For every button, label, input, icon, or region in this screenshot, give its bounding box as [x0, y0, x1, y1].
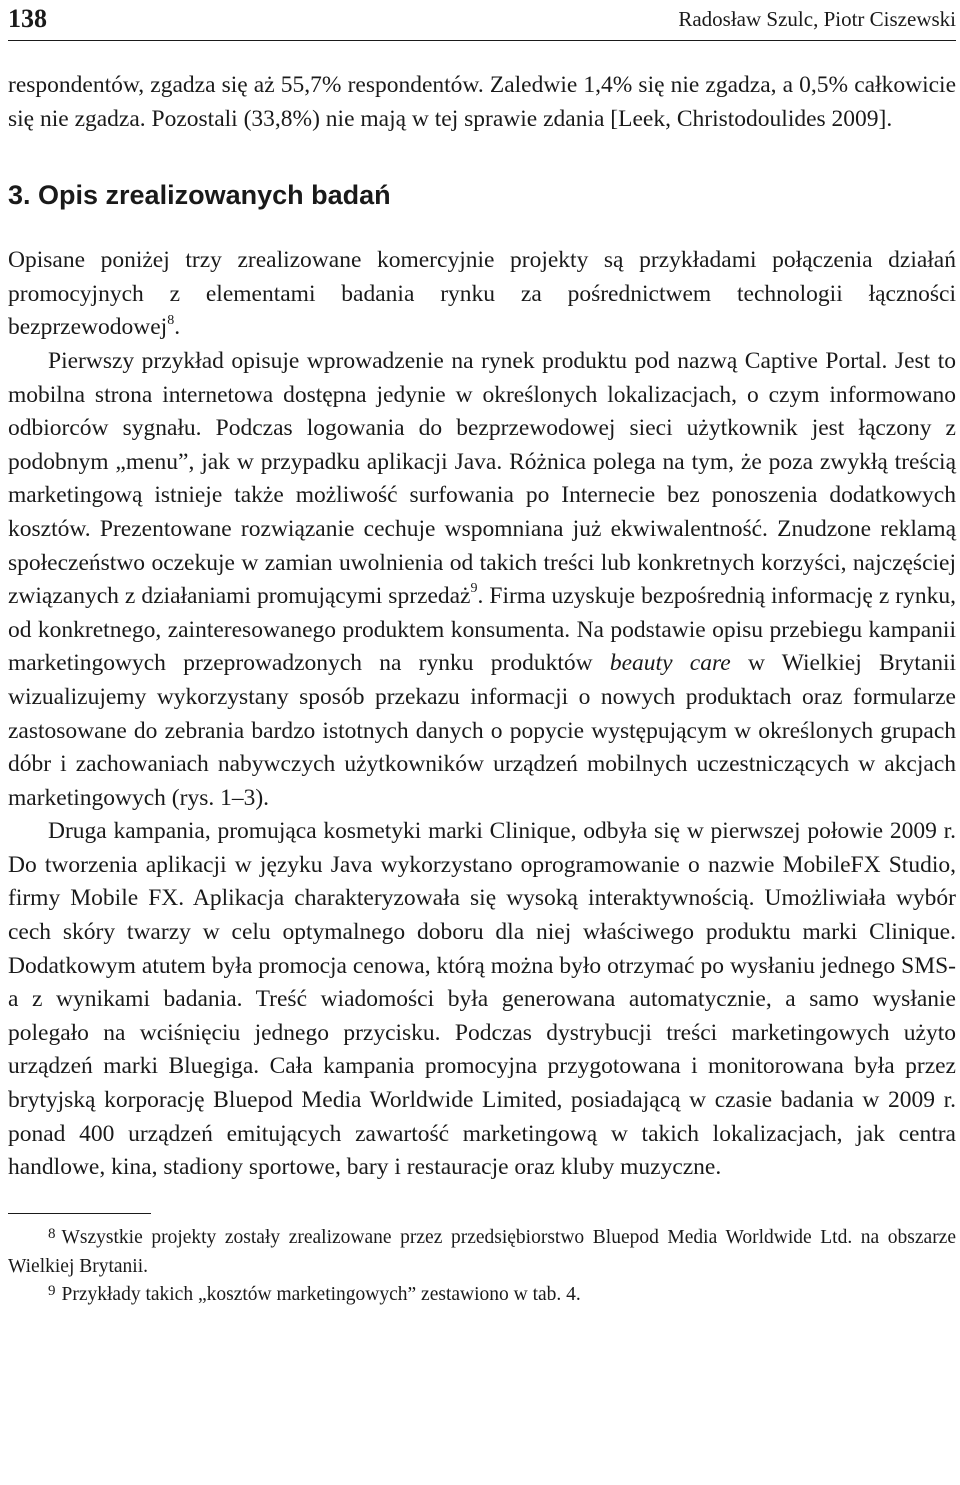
footnote-ref-8: 8: [167, 312, 175, 328]
footnote-number: 9: [48, 1282, 56, 1299]
body-paragraph-3: Druga kampania, promująca kosmetyki marki Clinique, odbyła się w pierwszej połowie 2009 r. Do tworzenia aplikacji w języku Java wykorzystano oprogramowanie o nazwie MobileFX Studio, firmy Mobile FX. Aplikacja charakteryzowała się wysoką interaktywnością. Umożliwiała wybór cech skóry twarzy w celu optymalnego doboru dla niej właściwego produktu marki Clinique. Dodatkowym atutem była promocja cenowa, którą można było otrzymać po wysłaniu jednego SMS-a z wynikami badania. Treść wiadomości była generowana automatycznie, a samo wysłanie polegało na wciśnięciu jednego przycisku. Podczas dystrybucji treści marketingowych użyto urządzeń marki Bluegiga. Cała kampania promocyjna przygotowana i monitorowana była przez brytyjską korporację Bluepod Media Worldwide Limited, posiadającą w czasie badania w 2009 r. ponad 400 urządzeń emitujących zawartość marketingową w takich lokalizacjach, jak centra handlowe, kina, stadiony sportowe, bary i restauracje oraz kluby muzyczne.: [8, 818, 956, 1181]
running-header-authors: Radosław Szulc, Piotr Ciszewski: [678, 7, 956, 31]
paragraph-text: Pierwszy przykład opisuje wprowadzenie na rynek produktu pod nazwą Captive Portal. Jest to mobilna strona internetowa dostępna jedynie w określonych lokalizacjach, o czym informowano odbiorców sygnału. Podczas logowania do bezprzewodowej sieci użytkownik jest łączony z podobnym „menu”, jak w przypadku aplikacji Java. Różnica polega na tym, że poza zwykłą treścią marketingową istnieje także możliwość surfowania po Internecie bez ponoszenia dodatkowych kosztów. Prezentowane rozwiązanie cechuje wspomniana już ekwiwalentność. Znudzone reklamą społeczeństwo oczekuje w zamian uwolnienia od takich treści lub konkretnych korzyści, najczęściej związanych z działaniami promującymi sprzedaż: [8, 347, 956, 610]
document-page: [8, 0, 956, 1310]
section-heading: 3. Opis zrealizowanych badań: [8, 180, 391, 211]
body-paragraph-1: [8, 244, 956, 345]
italic-term: beauty care: [609, 650, 731, 677]
paragraph-text: Opisane poniżej trzy zrealizowane komercyjnie projekty są przykładami połączenia działań promocyjnych z elementami badania rynku za pośrednictwem technologii łączności bezprzewodowej: [8, 247, 956, 341]
paragraph-text: .: [174, 314, 181, 341]
paragraph-text: w Wielkiej Brytanii wizualizujemy wykorzystany sposób przekazu informacji o nowych produktach oraz formularze zastosowane do zebrania bardzo istotnych danych o popycie występującym w określonych grupach dóbr i zachowaniach nabywczych użytkowników urządzeń mobilnych uczestniczących w akcjach marketingowych (rys. 1–3).: [8, 650, 957, 811]
footnote-8: [8, 1224, 956, 1281]
footnote-9: [8, 1281, 956, 1310]
footnote-ref-9: 9: [470, 581, 478, 597]
paragraph-text: . Firma uzyskuje bezpośrednią informację z rynku, od konkretnego, zainteresowanego produktem konsumenta. Na podstawie opisu przebiegu kampanii marketingowych przeprowadzonych na rynku produktów: [8, 583, 956, 677]
footnote-number: 8: [48, 1225, 56, 1242]
footnote-separator: [8, 1213, 151, 1214]
running-header: [8, 0, 956, 41]
page-number: 138: [8, 4, 47, 33]
footnote-text: Przykłady takich „kosztów marketingowych” zestawiono w tab. 4.: [61, 1283, 581, 1305]
footnote-text: Wszystkie projekty zostały zrealizowane przez przedsiębiorstwo Bluepod Media Worldwide Ltd. na obszarze Wielkiej Brytanii.: [8, 1226, 956, 1277]
intro-paragraph: respondentów, zgadza się aż 55,7% respondentów. Zaledwie 1,4% się nie zgadza, a 0,5% całkowicie się nie zgadza. Pozostali (33,8%) nie mają w tej sprawie zdania [Leek, Christodoulides 2009].: [8, 72, 956, 132]
body-paragraph-2: [8, 345, 956, 815]
